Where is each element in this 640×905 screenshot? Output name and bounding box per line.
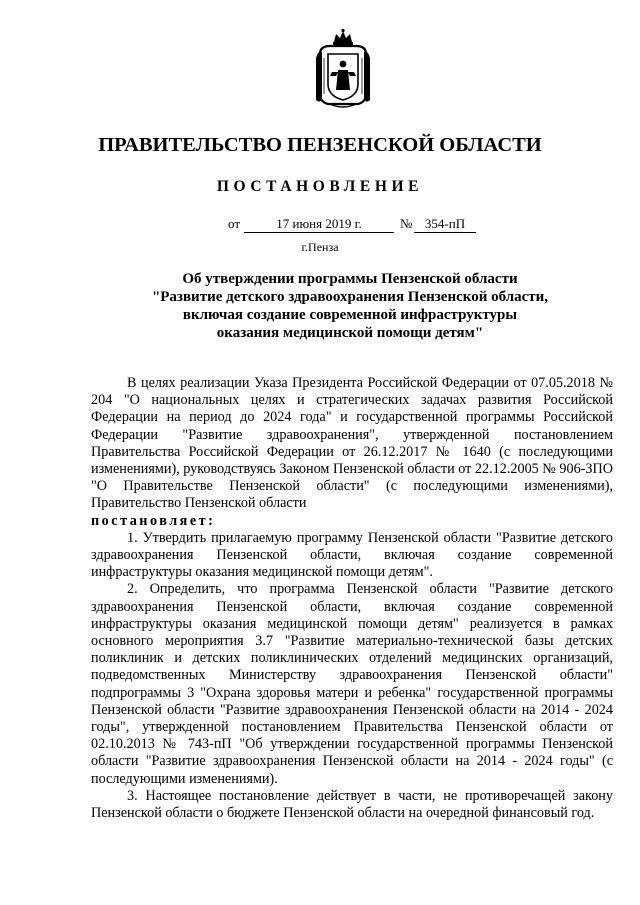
- subject-line: Об утверждении программы Пензенской области: [182, 271, 518, 287]
- preamble-paragraph: [91, 375, 613, 530]
- document-subject: [80, 270, 620, 342]
- city-label: г.Пенза: [301, 240, 339, 254]
- document-body: [91, 375, 613, 822]
- document-number: 354-пП: [414, 216, 476, 233]
- organization-title: ПРАВИТЕЛЬСТВО ПЕНЗЕНСКОЙ ОБЛАСТИ: [98, 134, 542, 156]
- date-prefix: от: [228, 216, 241, 231]
- subject-line: "Развитие детского здравоохранения Пензенской области,: [151, 289, 549, 305]
- resolves-word: постановляет:: [91, 512, 216, 529]
- subject-line: включая создание современной инфраструктуры: [182, 307, 518, 323]
- preamble-text: В целях реализации Указа Президента Российской Федерации от 07.05.2018 № 204 "О национальных целях и стратегических задачах развития Российской Федерации на период до 2024 года" и государственной программы Российской Федерации "Развитие здравоохранения", утвержденной постановлением Правительства Российской Федерации от 26.12.2017 № 1640 (с последующими изменениями), руководствуясь Законом Пензенской области от 22.12.2005 № 906-ЗПО "О Правительстве Пензенской области" (с последующими изменениями), Правительство Пензенской области: [91, 375, 613, 512]
- item-2-paragraph: 2. Определить, что программа Пензенской области "Развитие детского здравоохранения Пензенской области, включая создание современной инфраструктуры оказания медицинской помощи детям" реализуется в рамках основного мероприятия 3.7 "Развитие материально-технической базы детских поликлиник и детских поликлинических отделений медицинских организаций, подведомственных Министерству здравоохранения Пензенской области" подпрограммы 3 "Охрана здоровья матери и ребенка" государственной программы Пензенской области "Развитие здравоохранения Пензенской области на 2014 - 2024 годы", утвержденной постановлением Правительства Пензенской области от 02.10.2013 № 743-пП "Об утверждении государственной программы Пензенской области "Развитие здравоохранения Пензенской области на 2014 - 2024 годы" (с последующими изменениями).: [91, 581, 613, 787]
- item-3-paragraph: 3. Настоящее постановление действует в части, не противоречащей закону Пензенской области о бюджете Пензенской области на очередной финансовый год.: [91, 787, 613, 822]
- subject-line: оказания медицинской помощи детям": [216, 325, 484, 341]
- penza-coat-of-arms-icon: [314, 28, 372, 110]
- document-date: 17 июня 2019 г.: [244, 216, 394, 233]
- document-type: ПОСТАНОВЛЕНИЕ: [216, 178, 424, 195]
- number-prefix: №: [400, 216, 413, 231]
- item-1-paragraph: 1. Утвердить прилагаемую программу Пензенской области "Развитие детского здравоохранения Пензенской области, включая создание современной инфраструктуры оказания медицинской помощи детям".: [91, 529, 613, 581]
- date-number-line: [0, 216, 640, 236]
